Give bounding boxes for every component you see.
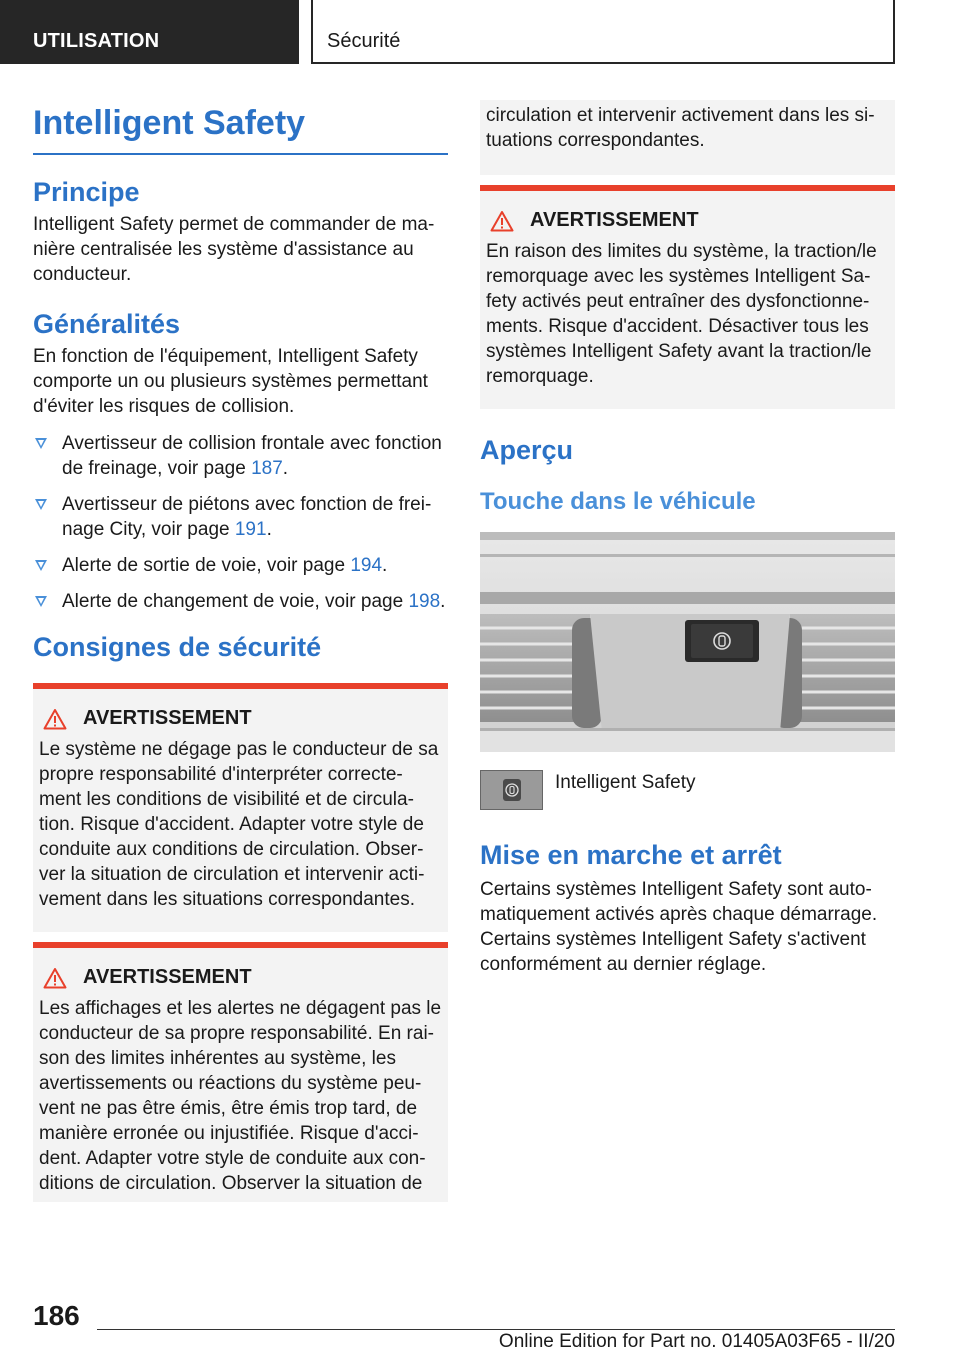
warning-continuation (480, 100, 895, 175)
chapter-tab (311, 0, 895, 64)
principe-heading: Principe (33, 177, 140, 207)
chapter-label: Sécurité (327, 30, 401, 52)
page-link[interactable]: 194 (350, 555, 383, 576)
list-item: Avertisseur de piétons avec fonction de frei-nage City, voir page 191. (33, 492, 448, 542)
warning-header (39, 707, 442, 730)
systems-list (33, 431, 448, 614)
warning-triangle-icon (43, 708, 67, 730)
list-item: Avertisseur de collision frontale avec fonction de freinage, voir page 187. (33, 431, 448, 481)
section-tab (0, 0, 299, 64)
page-number: 186 (33, 1300, 80, 1331)
warning-triangle-icon (490, 210, 514, 232)
warning-text: Les affichages et les alertes ne dégagent pas le conducteur de sa propre responsabilité. En rai-son des limites inhérentes au système, les avertissements ou réactions du système peu-vent ne pas être émis, être émis trop tard, de manière erronée ou injustifiée. Risque d'acci-dent. Adapter votre style de conduite aux con-ditions de circulation. Observer la situation de (39, 998, 442, 1194)
principe-text: Intelligent Safety permet de commander de ma-nière centralisée les système d'assistance au conducteur. (33, 214, 435, 285)
warning-box (33, 942, 448, 1202)
page-link[interactable]: 191 (234, 519, 267, 540)
warning-label: AVERTISSEMENT (83, 707, 252, 729)
page-link[interactable]: 187 (251, 458, 283, 479)
left-column (33, 100, 448, 1202)
warning-triangle-icon (43, 967, 67, 989)
edition-text: Online Edition for Part no. 01405A03F65 - II/20 (498, 1331, 895, 1352)
warning-label: AVERTISSEMENT (530, 209, 699, 231)
footer-rule (97, 1329, 895, 1330)
warning-box (480, 185, 895, 409)
warning-text: En raison des limites du système, la traction/le remorquage avec les systèmes Intelligent Sa-fety activés peut entraîner des dysfonctionne-ments. Risque d'accident. Désactiver tous les systèmes Intelligent Safety avant la traction/le remorquage. (486, 241, 877, 387)
marche-heading: Mise en marche et arrêt (480, 840, 782, 870)
bullet-triangle-icon (35, 596, 47, 607)
generalites-heading: Généralités (33, 309, 181, 339)
consignes-heading: Consignes de sécurité (33, 632, 322, 662)
bullet-triangle-icon (35, 438, 47, 449)
warning-header (39, 966, 442, 989)
bullet-triangle-icon (35, 560, 47, 571)
page-link[interactable]: 198 (408, 591, 441, 612)
generalites-text: En fonction de l'équipement, Intelligent Safety comporte un ou plusieurs systèmes permettant d'éviter les risques de collision. (33, 346, 428, 417)
warning-label: AVERTISSEMENT (83, 966, 252, 988)
intelligent-safety-button-icon (480, 770, 543, 810)
page-title: Intelligent Safety (33, 100, 448, 155)
list-item: Alerte de sortie de voie, voir page 194. (33, 553, 448, 578)
apercu-heading: Aperçu (480, 435, 574, 465)
touche-subheading: Touche dans le véhicule (480, 488, 756, 515)
marche-text: Certains systèmes Intelligent Safety sont auto-matiquement activés après chaque démarrage. Certains systèmes Intelligent Safety s'activent conformément au dernier réglage. (480, 879, 878, 975)
list-item: Alerte de changement de voie, voir page 198. (33, 589, 448, 614)
legend-label: Intelligent Safety (555, 772, 696, 793)
section-label: UTILISATION (33, 30, 160, 52)
dashboard-illustration (480, 532, 895, 752)
warning-box (33, 683, 448, 932)
warning-text: Le système ne dégage pas le conducteur de sa propre responsabilité d'interpréter correcte-ment les conditions de visibilité et de circula-tion. Risque d'accident. Adapter votre style de conduite aux conditions de circulation. Obser-ver la situation de circulation et intervenir acti-vement dans les situations correspondantes. (39, 739, 439, 910)
legend-row (480, 770, 895, 810)
vehicle-button-photo (480, 532, 895, 752)
right-column (480, 100, 895, 977)
warning-header (486, 209, 889, 232)
bullet-triangle-icon (35, 499, 47, 510)
warning-text: circulation et intervenir activement dans les si-tuations correspondantes. (486, 105, 875, 151)
